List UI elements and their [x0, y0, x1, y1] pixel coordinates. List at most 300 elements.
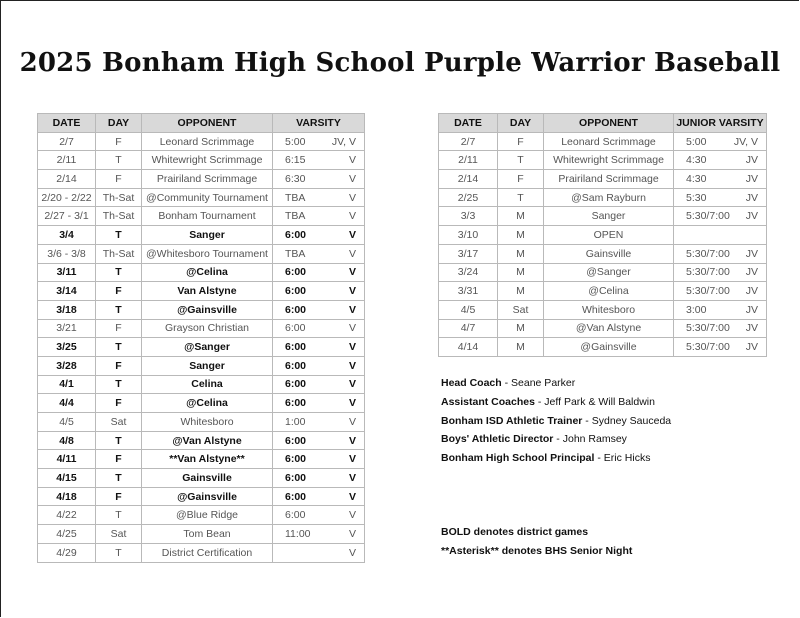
- cell-date: 4/15: [38, 469, 96, 488]
- cell-time-team: [273, 506, 365, 525]
- cell-opponent: @Sanger: [142, 338, 273, 357]
- cell-team: V: [348, 285, 356, 298]
- cell-date: 2/14: [439, 170, 498, 189]
- table-row: [38, 338, 365, 357]
- cell-day: F: [96, 487, 142, 506]
- cell-team: JV: [745, 341, 758, 354]
- cell-time-team: [273, 431, 365, 450]
- cell-team: V: [348, 453, 356, 466]
- cell-team: V: [348, 509, 356, 522]
- time-team-wrap: [273, 360, 364, 372]
- cell-opponent: Leonard Scrimmage: [142, 132, 273, 151]
- staff-athletic-trainer: [441, 415, 671, 427]
- cell-time: 5:00: [285, 135, 306, 148]
- cell-time: 6:00: [285, 322, 306, 335]
- cell-day: M: [498, 282, 544, 301]
- cell-opponent: Whitesboro: [142, 413, 273, 432]
- time-team-wrap: [674, 210, 766, 222]
- cell-date: 4/14: [439, 338, 498, 357]
- table-row: [439, 170, 767, 189]
- cell-day: T: [96, 338, 142, 357]
- cell-day: T: [96, 506, 142, 525]
- cell-date: 3/25: [38, 338, 96, 357]
- table-row: [38, 487, 365, 506]
- cell-time: 5:00: [686, 135, 707, 148]
- table-row: [38, 226, 365, 245]
- table-row: [38, 450, 365, 469]
- staff-role: Assistant Coaches: [441, 396, 535, 408]
- cell-date: 3/18: [38, 300, 96, 319]
- cell-team: V: [348, 397, 356, 410]
- cell-date: 3/31: [439, 282, 498, 301]
- cell-time-team: [674, 244, 767, 263]
- cell-time-team: [674, 263, 767, 282]
- time-team-wrap: [674, 136, 766, 148]
- cell-opponent: @Sam Rayburn: [544, 188, 674, 207]
- cell-date: 2/14: [38, 170, 96, 189]
- separator: -: [534, 396, 545, 408]
- cell-time-team: [674, 170, 767, 189]
- cell-time-team: [273, 226, 365, 245]
- cell-opponent: @Van Alstyne: [544, 319, 674, 338]
- time-team-wrap: [273, 173, 364, 185]
- table-row: [38, 244, 365, 263]
- table-row: [38, 543, 365, 562]
- cell-team: V: [348, 490, 356, 503]
- cell-team: JV: [745, 322, 758, 335]
- cell-opponent: @Blue Ridge: [142, 506, 273, 525]
- staff-name: Eric Hicks: [603, 452, 651, 464]
- separator: -: [582, 415, 592, 427]
- time-team-wrap: [273, 547, 364, 559]
- cell-day: M: [498, 263, 544, 282]
- table-row: [38, 413, 365, 432]
- cell-date: 2/27 - 3/1: [38, 207, 96, 226]
- table-row: [439, 226, 767, 245]
- cell-team: JV: [745, 266, 758, 279]
- cell-team: V: [348, 415, 356, 428]
- page-title: 2025 Bonham High School Purple Warrior Baseball: [19, 48, 781, 78]
- cell-opponent: Prairiland Scrimmage: [142, 170, 273, 189]
- time-team-wrap: [273, 304, 364, 316]
- cell-date: 3/3: [439, 207, 498, 226]
- cell-day: Th-Sat: [96, 244, 142, 263]
- time-team-wrap: [273, 266, 364, 278]
- cell-team: JV, V: [331, 135, 356, 148]
- cell-date: 2/20 - 2/22: [38, 188, 96, 207]
- cell-time-team: [674, 338, 767, 357]
- cell-date: 3/17: [439, 244, 498, 263]
- cell-day: Th-Sat: [96, 207, 142, 226]
- cell-time: 6:15: [285, 154, 306, 167]
- cell-opponent: @Gainsville: [142, 487, 273, 506]
- cell-team: V: [348, 434, 356, 447]
- cell-time-team: [674, 226, 767, 245]
- cell-date: 3/21: [38, 319, 96, 338]
- time-team-wrap: [273, 341, 364, 353]
- time-team-wrap: [674, 173, 766, 185]
- time-team-wrap: [674, 322, 766, 334]
- cell-opponent: @Gainsville: [142, 300, 273, 319]
- cell-time: 6:00: [285, 341, 307, 354]
- time-team-wrap: [273, 192, 364, 204]
- table-row: [439, 319, 767, 338]
- cell-time: 6:00: [285, 471, 307, 484]
- time-team-wrap: [674, 341, 766, 353]
- cell-time-team: [273, 188, 365, 207]
- cell-date: 4/5: [439, 300, 498, 319]
- cell-date: 4/18: [38, 487, 96, 506]
- cell-day: T: [96, 543, 142, 562]
- cell-time: 6:00: [285, 378, 307, 391]
- table-row: [38, 431, 365, 450]
- cell-date: 4/11: [38, 450, 96, 469]
- cell-time: 6:00: [285, 303, 307, 316]
- cell-day: T: [96, 469, 142, 488]
- cell-day: F: [96, 356, 142, 375]
- cell-team: V: [348, 210, 356, 223]
- cell-time: TBA: [285, 191, 306, 204]
- cell-time-team: [674, 319, 767, 338]
- staff-name: John Ramsey: [562, 433, 627, 445]
- cell-opponent: @Gainsville: [544, 338, 674, 357]
- cell-opponent: OPEN: [544, 226, 674, 245]
- cell-day: T: [96, 226, 142, 245]
- cell-team: JV: [745, 172, 758, 185]
- cell-day: F: [498, 170, 544, 189]
- time-team-wrap: [273, 378, 364, 390]
- cell-time-team: [273, 132, 365, 151]
- table-row: [38, 375, 365, 394]
- time-team-wrap: [273, 229, 364, 241]
- cell-date: 3/6 - 3/8: [38, 244, 96, 263]
- cell-time: 5:30/7:00: [686, 341, 730, 354]
- cell-team: JV: [745, 210, 758, 223]
- cell-date: 4/25: [38, 525, 96, 544]
- table-row: [439, 132, 767, 151]
- cell-time-team: [273, 338, 365, 357]
- cell-time: 5:30/7:00: [686, 247, 730, 260]
- table-row: [38, 263, 365, 282]
- separator: -: [553, 433, 563, 445]
- cell-team: V: [348, 247, 356, 260]
- cell-date: 4/8: [38, 431, 96, 450]
- cell-time: 5:30: [686, 191, 707, 204]
- cell-opponent: Whitesboro: [544, 300, 674, 319]
- cell-time-team: [273, 170, 365, 189]
- cell-time-team: [273, 319, 365, 338]
- cell-time-team: [273, 244, 365, 263]
- cell-date: 2/7: [38, 132, 96, 151]
- cell-time: 1:00: [285, 415, 306, 428]
- staff-principal: [441, 452, 650, 464]
- cell-time-team: [674, 151, 767, 170]
- cell-time-team: [273, 300, 365, 319]
- cell-day: M: [498, 244, 544, 263]
- time-team-wrap: [273, 435, 364, 447]
- staff-name: Jeff Park & Will Baldwin: [544, 396, 655, 408]
- cell-opponent: Van Alstyne: [142, 282, 273, 301]
- time-team-wrap: [273, 248, 364, 260]
- cell-time-team: [273, 487, 365, 506]
- cell-opponent: Prairiland Scrimmage: [544, 170, 674, 189]
- time-team-wrap: [674, 266, 766, 278]
- cell-opponent: Gainsville: [142, 469, 273, 488]
- table-row: [439, 188, 767, 207]
- cell-day: T: [96, 300, 142, 319]
- cell-team: V: [348, 191, 356, 204]
- time-team-wrap: [674, 285, 766, 297]
- time-team-wrap: [273, 528, 364, 540]
- table-row: [439, 207, 767, 226]
- cell-time-team: [273, 356, 365, 375]
- header-day: DAY: [96, 114, 142, 133]
- staff-name: Sydney Sauceda: [591, 415, 672, 427]
- cell-time: TBA: [285, 210, 306, 223]
- cell-day: Sat: [498, 300, 544, 319]
- cell-time-team: [273, 543, 365, 562]
- cell-opponent: @Van Alstyne: [142, 431, 273, 450]
- time-team-wrap: [273, 509, 364, 521]
- cell-day: F: [96, 132, 142, 151]
- cell-opponent: @Whitesboro Tournament: [142, 244, 273, 263]
- cell-day: M: [498, 226, 544, 245]
- cell-team: V: [348, 266, 356, 279]
- cell-team: V: [348, 359, 356, 372]
- table-row: [38, 282, 365, 301]
- table-row: [38, 151, 365, 170]
- time-team-wrap: [674, 192, 766, 204]
- cell-opponent: Sanger: [142, 226, 273, 245]
- cell-time-team: [273, 450, 365, 469]
- cell-opponent: Grayson Christian: [142, 319, 273, 338]
- cell-day: Sat: [96, 525, 142, 544]
- cell-team: JV: [745, 303, 758, 316]
- table-row: [439, 263, 767, 282]
- cell-time-team: [273, 282, 365, 301]
- cell-day: F: [96, 282, 142, 301]
- time-team-wrap: [273, 472, 364, 484]
- time-team-wrap: [674, 248, 766, 260]
- table-row: [439, 282, 767, 301]
- cell-team: V: [348, 322, 356, 335]
- cell-date: 3/4: [38, 226, 96, 245]
- staff-head-coach: [441, 377, 575, 389]
- separator: -: [594, 452, 604, 464]
- cell-day: F: [96, 450, 142, 469]
- table-row: [439, 244, 767, 263]
- cell-time: 6:00: [285, 434, 307, 447]
- table-header-row: [439, 114, 767, 133]
- cell-time-team: [674, 132, 767, 151]
- staff-role: Bonham ISD Athletic Trainer: [441, 415, 583, 427]
- table-row: [38, 525, 365, 544]
- header-varsity: VARSITY: [273, 114, 365, 133]
- cell-opponent: Celina: [142, 375, 273, 394]
- cell-time: 5:30/7:00: [686, 266, 730, 279]
- table-row: [38, 132, 365, 151]
- note-bold-district: BOLD denotes district games: [441, 526, 589, 538]
- cell-time-team: [273, 151, 365, 170]
- table-row: [38, 319, 365, 338]
- cell-day: T: [96, 375, 142, 394]
- cell-time-team: [674, 300, 767, 319]
- cell-time: 6:00: [285, 490, 307, 503]
- time-team-wrap: [273, 491, 364, 503]
- table-header-row: [38, 114, 365, 133]
- cell-opponent: Tom Bean: [142, 525, 273, 544]
- cell-day: Th-Sat: [96, 188, 142, 207]
- cell-day: T: [96, 151, 142, 170]
- cell-time: TBA: [285, 247, 306, 260]
- cell-opponent: District Certification: [142, 543, 273, 562]
- jv-schedule-table: [438, 113, 767, 357]
- cell-time: 11:00: [285, 527, 311, 540]
- cell-time: 6:00: [285, 228, 307, 241]
- header-date: DATE: [439, 114, 498, 133]
- cell-time-team: [674, 207, 767, 226]
- time-team-wrap: [674, 154, 766, 166]
- cell-day: T: [96, 431, 142, 450]
- time-team-wrap: [273, 285, 364, 297]
- table-row: [439, 338, 767, 357]
- cell-opponent: Gainsville: [544, 244, 674, 263]
- time-team-wrap: [273, 322, 364, 334]
- table-row: [439, 300, 767, 319]
- cell-opponent: Sanger: [544, 207, 674, 226]
- cell-time: 5:30/7:00: [686, 285, 730, 298]
- table-row: [38, 207, 365, 226]
- cell-day: M: [498, 207, 544, 226]
- cell-team: JV: [745, 247, 758, 260]
- time-team-wrap: [273, 210, 364, 222]
- table-row: [38, 188, 365, 207]
- cell-team: V: [348, 341, 356, 354]
- cell-date: 3/14: [38, 282, 96, 301]
- cell-date: 2/25: [439, 188, 498, 207]
- staff-role: Head Coach: [441, 377, 502, 389]
- cell-time: 4:30: [686, 154, 707, 167]
- cell-date: 3/10: [439, 226, 498, 245]
- time-team-wrap: [273, 154, 364, 166]
- cell-day: T: [96, 263, 142, 282]
- cell-opponent: @Celina: [142, 394, 273, 413]
- cell-date: 4/1: [38, 375, 96, 394]
- time-team-wrap: [273, 453, 364, 465]
- time-team-wrap: [273, 416, 364, 428]
- cell-date: 3/28: [38, 356, 96, 375]
- cell-day: T: [498, 188, 544, 207]
- header-opponent: OPPONENT: [544, 114, 674, 133]
- cell-date: 4/7: [439, 319, 498, 338]
- cell-date: 4/29: [38, 543, 96, 562]
- cell-team: V: [348, 378, 356, 391]
- cell-team: V: [348, 172, 356, 185]
- time-team-wrap: [273, 136, 364, 148]
- cell-time: 5:30/7:00: [686, 210, 730, 223]
- cell-time-team: [273, 394, 365, 413]
- table-row: [38, 506, 365, 525]
- cell-date: 2/11: [38, 151, 96, 170]
- staff-athletic-director: [441, 433, 627, 445]
- cell-day: T: [498, 151, 544, 170]
- cell-day: M: [498, 319, 544, 338]
- varsity-schedule-table: [37, 113, 365, 563]
- cell-time-team: [674, 282, 767, 301]
- staff-role: Boys' Athletic Director: [441, 433, 554, 445]
- table-row: [38, 300, 365, 319]
- cell-opponent: @Celina: [544, 282, 674, 301]
- cell-date: 2/7: [439, 132, 498, 151]
- table-row: [38, 170, 365, 189]
- cell-time: 6:00: [285, 453, 307, 466]
- cell-team: V: [348, 471, 356, 484]
- cell-team: V: [348, 154, 356, 167]
- cell-date: 4/22: [38, 506, 96, 525]
- table-row: [38, 356, 365, 375]
- table-row: [38, 469, 365, 488]
- cell-time: 6:00: [285, 285, 307, 298]
- header-day: DAY: [498, 114, 544, 133]
- header-date: DATE: [38, 114, 96, 133]
- cell-team: V: [348, 228, 356, 241]
- cell-team: JV: [745, 154, 758, 167]
- cell-opponent: @Sanger: [544, 263, 674, 282]
- cell-time: 6:00: [285, 266, 307, 279]
- time-team-wrap: [273, 397, 364, 409]
- separator: -: [501, 377, 512, 389]
- cell-opponent: Sanger: [142, 356, 273, 375]
- cell-team: V: [348, 527, 356, 540]
- cell-date: 3/11: [38, 263, 96, 282]
- cell-time-team: [273, 413, 365, 432]
- cell-day: Sat: [96, 413, 142, 432]
- cell-day: F: [498, 132, 544, 151]
- cell-opponent: Whitewright Scrimmage: [142, 151, 273, 170]
- cell-opponent: @Celina: [142, 263, 273, 282]
- cell-opponent: @Community Tournament: [142, 188, 273, 207]
- cell-date: 4/5: [38, 413, 96, 432]
- cell-time: 3:00: [686, 303, 707, 316]
- cell-time: 6:00: [285, 397, 307, 410]
- cell-time-team: [273, 525, 365, 544]
- header-opponent: OPPONENT: [142, 114, 273, 133]
- table-row: [38, 394, 365, 413]
- cell-time: 6:00: [285, 359, 307, 372]
- staff-assistant-coaches: [441, 396, 655, 408]
- header-junior-varsity: JUNIOR VARSITY: [674, 114, 767, 133]
- time-team-wrap: [674, 304, 766, 316]
- cell-time: 6:00: [285, 509, 306, 522]
- cell-team: JV: [745, 285, 758, 298]
- cell-date: 4/4: [38, 394, 96, 413]
- cell-opponent: Whitewright Scrimmage: [544, 151, 674, 170]
- cell-opponent: Bonham Tournament: [142, 207, 273, 226]
- staff-role: Bonham High School Principal: [441, 452, 595, 464]
- cell-team: JV: [745, 191, 758, 204]
- cell-team: V: [348, 303, 356, 316]
- cell-day: F: [96, 170, 142, 189]
- cell-team: V: [348, 546, 356, 559]
- cell-time: 6:30: [285, 172, 306, 185]
- cell-opponent: **Van Alstyne**: [142, 450, 273, 469]
- cell-time-team: [273, 207, 365, 226]
- cell-time-team: [273, 375, 365, 394]
- cell-date: 3/24: [439, 263, 498, 282]
- cell-time: 4:30: [686, 172, 707, 185]
- table-row: [439, 151, 767, 170]
- cell-day: F: [96, 394, 142, 413]
